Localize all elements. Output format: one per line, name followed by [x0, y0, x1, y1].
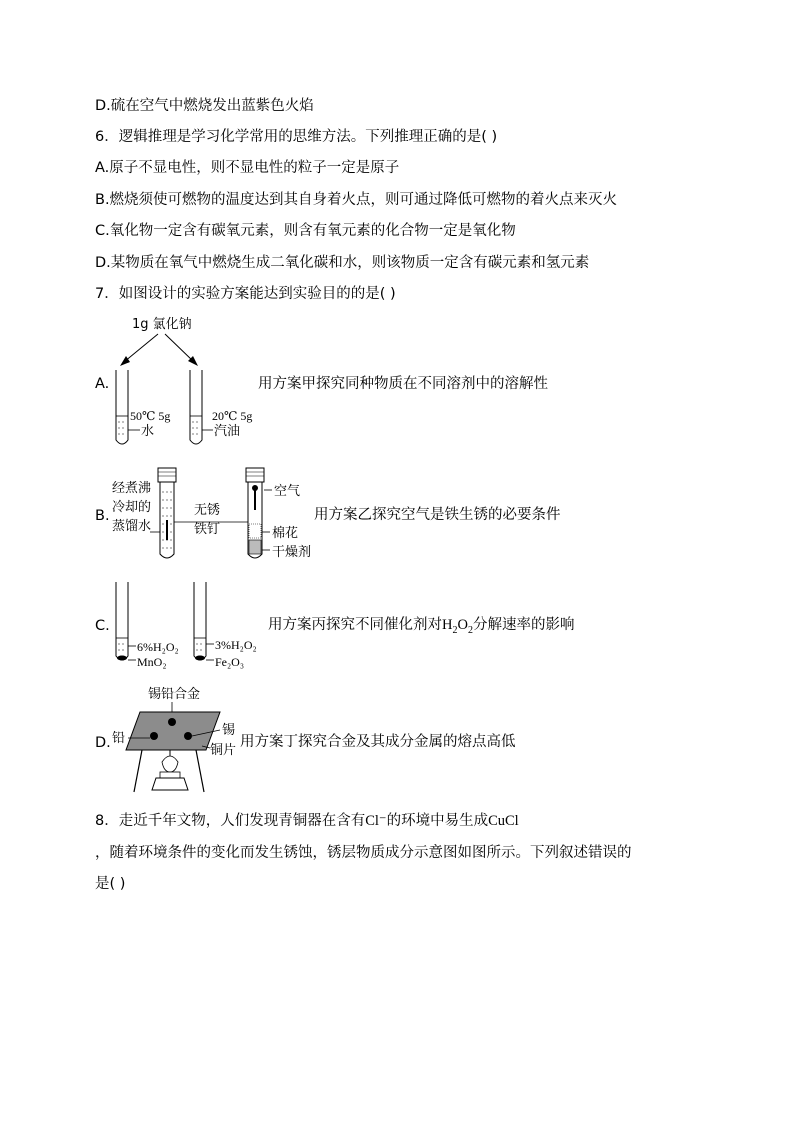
q5-option-d: D.硫在空气中燃烧发出蓝紫色火焰	[95, 98, 314, 114]
fig-d-right-label-2: 铜片	[210, 743, 237, 758]
q7-figure-a	[110, 312, 260, 452]
q8-stem-mid: 的环境中易生成	[386, 813, 489, 829]
q7-option-a-desc: 用方案甲探究同种物质在不同溶剂中的溶解性	[258, 376, 548, 392]
q6-option-b: B.燃烧须使可燃物的温度达到其自身着火点，则可通过降低可燃物的着火点来灭火	[95, 192, 618, 208]
fig-b-left-label-3: 蒸馏水	[112, 519, 152, 534]
fig-a-top-label: 1g 氯化钠	[132, 317, 192, 332]
q8-stem-line1	[95, 811, 519, 831]
fig-a-arrowhead-left	[120, 356, 130, 366]
fig-b-mid-label-2: 铁钉	[194, 522, 221, 537]
q7-option-c-sub2: 2	[467, 624, 473, 636]
fig-a-left-temp: 50℃ 5g	[130, 409, 171, 423]
q7-option-c-letter: C.	[95, 618, 110, 634]
fig-d-dot-lead	[150, 732, 158, 740]
fig-d-tripod-leg-left	[134, 750, 142, 792]
fig-a-tube-right	[190, 370, 202, 444]
q6-stem: 6．逻辑推理是学习化学常用的思维方法。下列推理正确的是( )	[95, 129, 498, 145]
fig-d-dot-alloy	[168, 718, 176, 726]
q7-figure-b	[110, 462, 320, 570]
q7-option-c-desc-pre: 用方案丙探究不同催化剂对	[268, 617, 442, 633]
q7-option-d-desc: 用方案丁探究合金及其成分金属的熔点高低	[240, 734, 516, 750]
fig-d-top-label: 锡铅合金	[148, 687, 201, 702]
q7-option-b-desc: 用方案乙探究空气是铁生锈的必要条件	[314, 507, 561, 523]
q8-stem-pre: 8．走近千年文物，人们发现青铜器在含有	[95, 813, 366, 829]
q7-figure-d	[110, 684, 242, 796]
fig-c-catalyst-right	[195, 656, 205, 661]
fig-b-right-label-desiccant: 干燥剂	[272, 545, 312, 560]
fig-b-stopper-left	[158, 468, 176, 482]
fig-b-stopper-right	[246, 468, 264, 482]
fig-b-right-label-air: 空气	[274, 484, 301, 499]
q7-option-c-desc-post: 分解速率的影响	[472, 617, 575, 633]
fig-a-left-liquid: 水	[141, 424, 155, 439]
fig-b-left-label-1: 经煮沸	[112, 481, 152, 496]
q7-stem: 7．如图设计的实验方案能达到实验目的的是( )	[95, 286, 396, 302]
fig-a-right-liquid: 汽油	[214, 424, 241, 439]
fig-a-arrow-left	[124, 334, 158, 362]
q7-option-c-sub1: 2	[452, 624, 458, 636]
q6-option-d: D.某物质在氧气中燃烧生成二氧化碳和水，则该物质一定含有碳元素和氢元素	[95, 255, 590, 271]
fig-b-right-label-cotton: 棉花	[272, 526, 299, 541]
q7-option-b-letter: B.	[95, 508, 110, 524]
q6-option-c: C.氧化物一定含有碳氧元素，则含有氧元素的化合物一定是氧化物	[95, 223, 516, 239]
fig-d-dot-tin	[184, 732, 192, 740]
q7-option-c-formula-h: H	[442, 617, 453, 633]
fig-b-mid-label-1: 无锈	[194, 503, 221, 518]
fig-d-tripod-leg-right	[196, 750, 204, 792]
q8-compound: CuCl	[488, 813, 519, 829]
fig-c-catalyst-left	[117, 656, 127, 661]
q8-stem-line2: ，随着环境条件的变化而发生锈蚀，锈层物质成分示意图如图所示。下列叙述错误的	[95, 845, 632, 861]
fig-d-copper-plate	[126, 712, 220, 750]
q7-figure-c	[110, 580, 270, 672]
fig-c-right-catalyst: Fe₂O₃	[215, 655, 245, 669]
fig-a-tube-left	[116, 370, 128, 444]
q8-stem-line3: 是( )	[95, 876, 126, 892]
fig-d-flame	[162, 756, 178, 772]
fig-d-left-label: 铅	[112, 731, 126, 746]
fig-c-tube-left	[116, 582, 128, 660]
fig-c-left-solution: 6%H₂O₂	[137, 640, 179, 654]
fig-a-right-temp: 20℃ 5g	[212, 409, 253, 423]
fig-b-desiccant	[249, 540, 261, 554]
q7-option-a-letter: A.	[95, 376, 110, 392]
fig-b-cotton	[249, 524, 261, 538]
q8-ion: Cl⁻	[365, 813, 387, 829]
fig-b-left-label-2: 冷却的	[112, 500, 152, 515]
q7-option-d-letter: D.	[95, 735, 111, 751]
q6-option-a: A.原子不显电性，则不显电性的粒子一定是原子	[95, 160, 400, 176]
fig-c-right-solution: 3%H₂O₂	[215, 638, 257, 652]
fig-d-burner	[152, 778, 188, 790]
fig-d-right-label-1: 锡	[222, 723, 236, 738]
fig-a-arrow-right	[165, 334, 194, 362]
q7-option-c-formula-o: O	[457, 617, 468, 633]
fig-c-left-catalyst: MnO₂	[137, 655, 167, 669]
q7-option-c-desc	[268, 615, 574, 641]
fig-c-tube-right	[194, 582, 206, 660]
